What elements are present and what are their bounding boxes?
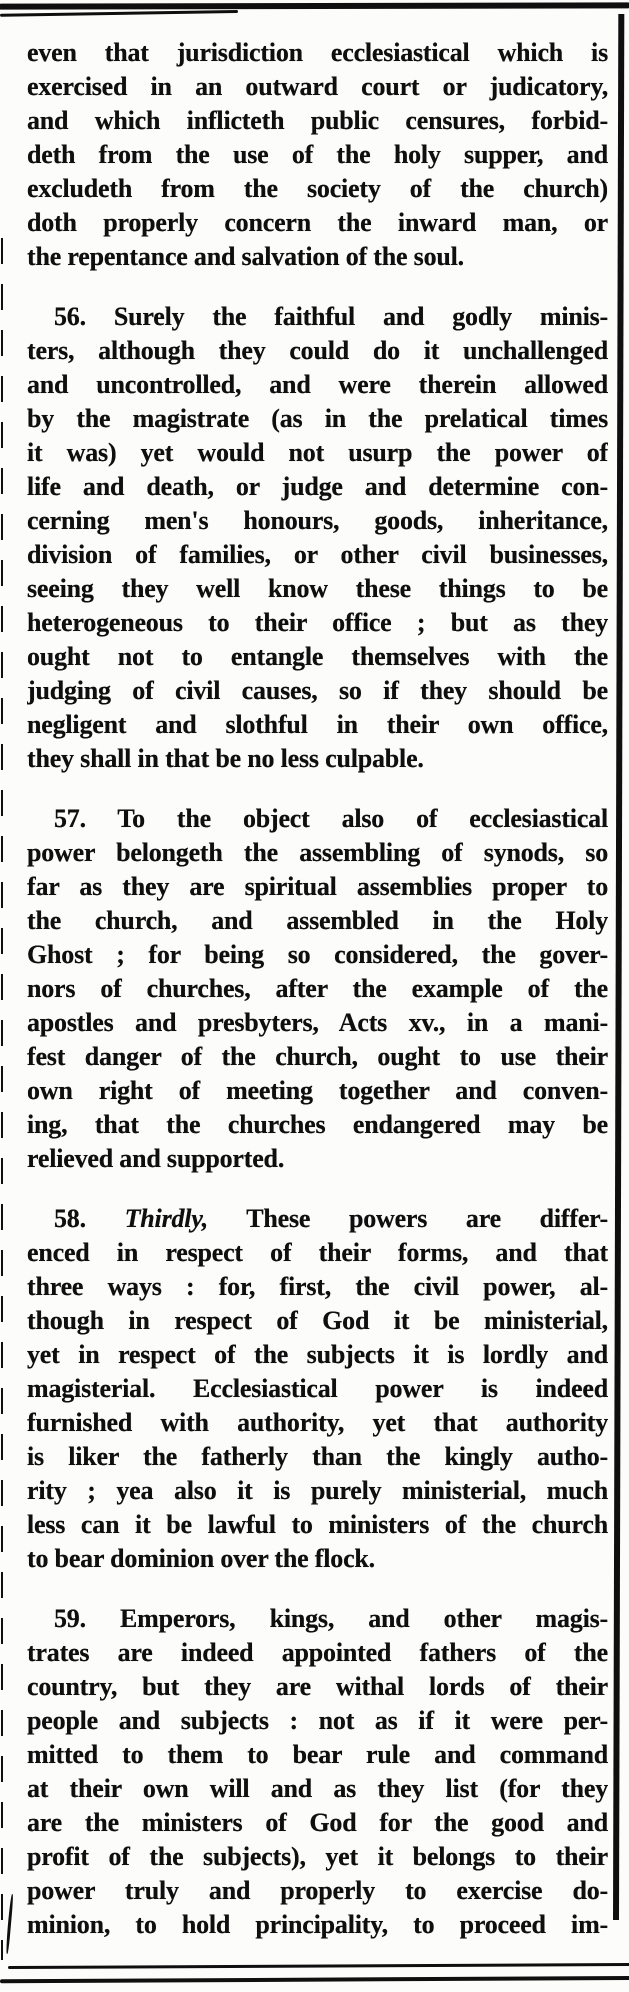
- text-run: people and subjects : not as if it were per-: [27, 1706, 608, 1735]
- text-line: [27, 904, 608, 938]
- bottom-double-rule-upper: [8, 1963, 629, 1969]
- text-run: trates are indeed appointed fathers of the: [27, 1638, 608, 1667]
- text-line: [27, 1874, 608, 1908]
- text-line: [27, 1006, 608, 1040]
- text-line: [27, 1474, 608, 1508]
- text-line: [27, 1338, 608, 1372]
- text-line: [27, 1202, 608, 1236]
- text-run: minion, to hold principality, to proceed im-: [27, 1910, 608, 1939]
- text-line: [27, 436, 608, 470]
- text-run: furnished with authority, yet that authority: [27, 1408, 608, 1437]
- text-run: Ghost ; for being so considered, the gover-: [27, 940, 608, 969]
- text-run: magisterial. Ecclesiastical power is indeed: [27, 1374, 608, 1403]
- text-run: mitted to them to bear rule and command: [27, 1740, 608, 1769]
- text-line: [27, 1806, 608, 1840]
- text-line: [27, 1636, 608, 1670]
- text-run: the repentance and salvation of the soul.: [27, 242, 464, 271]
- right-border-rule: [613, 14, 624, 1920]
- text-column: [27, 36, 608, 1942]
- text-line: [27, 172, 608, 206]
- text-line: [27, 1704, 608, 1738]
- text-run: 59. Emperors, kings, and other magis-: [54, 1604, 608, 1633]
- text-run: enced in respect of their forms, and that: [27, 1238, 608, 1267]
- text-run: excludeth from the society of the church): [27, 174, 608, 203]
- text-line: [27, 470, 608, 504]
- text-run: to bear dominion over the flock.: [27, 1544, 375, 1573]
- text-run: own right of meeting together and conven-: [27, 1076, 608, 1105]
- text-run: life and death, or judge and determine con-: [27, 472, 608, 501]
- text-run: yet in respect of the subjects it is lordly and: [27, 1340, 608, 1369]
- text-run: three ways : for, first, the civil power, al-: [27, 1272, 608, 1301]
- text-run: far as they are spiritual assemblies proper to: [27, 872, 608, 901]
- text-line: [27, 1840, 608, 1874]
- bottom-double-rule-lower: [0, 1976, 629, 1983]
- text-line: [27, 1236, 608, 1270]
- text-run: the church, and assembled in the Holy: [27, 906, 608, 935]
- paragraph-59: [27, 1602, 608, 1942]
- text-run: doth properly concern the inward man, or: [27, 208, 608, 237]
- text-line: [27, 300, 608, 334]
- text-run: exercised in an outward court or judicatory,: [27, 72, 608, 101]
- paragraph-58: [27, 1202, 608, 1576]
- text-line: [27, 802, 608, 836]
- text-line: [27, 1602, 608, 1636]
- text-run: These powers are differ-: [208, 1204, 608, 1233]
- text-line: [27, 836, 608, 870]
- text-run: ought not to entangle themselves with the: [27, 642, 608, 671]
- text-line: [27, 938, 608, 972]
- text-line: [27, 240, 608, 274]
- text-run: deth from the use of the holy supper, and: [27, 140, 608, 169]
- text-line: [27, 1440, 608, 1474]
- text-line: [27, 1542, 608, 1576]
- text-run: power truly and properly to exercise do-: [27, 1876, 608, 1905]
- text-line: [27, 504, 608, 538]
- italic-text-run: Thirdly,: [124, 1204, 208, 1233]
- text-line: [27, 674, 608, 708]
- text-line: [27, 1142, 608, 1176]
- text-line: [27, 870, 608, 904]
- text-line: [27, 1270, 608, 1304]
- text-run: power belongeth the assembling of synods, so: [27, 838, 608, 867]
- text-run: ters, although they could do it unchallenged: [27, 336, 608, 365]
- text-run: apostles and presbyters, Acts xv., in a mani-: [27, 1008, 608, 1037]
- text-line: [27, 1670, 608, 1704]
- text-line: [27, 1304, 608, 1338]
- text-line: [27, 368, 608, 402]
- text-line: [27, 742, 608, 776]
- text-run: it was) yet would not usurp the power of: [27, 438, 608, 467]
- text-line: [27, 1508, 608, 1542]
- text-run: nors of churches, after the example of the: [27, 974, 608, 1003]
- text-run: by the magistrate (as in the prelatical times: [27, 404, 608, 433]
- text-line: [27, 1406, 608, 1440]
- top-border-rule: [0, 2, 629, 9]
- text-line: [27, 402, 608, 436]
- text-line: [27, 36, 608, 70]
- text-run: less can it be lawful to ministers of the church: [27, 1510, 608, 1539]
- text-line: [27, 538, 608, 572]
- text-run: cerning men's honours, goods, inheritance,: [27, 506, 608, 535]
- text-line: [27, 1040, 608, 1074]
- text-run: judging of civil causes, so if they should be: [27, 676, 608, 705]
- text-run: relieved and supported.: [27, 1144, 285, 1173]
- text-run: division of families, or other civil businesses,: [27, 540, 608, 569]
- paragraph-continuation: [27, 36, 608, 274]
- text-run: are the ministers of God for the good and: [27, 1808, 608, 1837]
- text-run: seeing they well know these things to be: [27, 574, 608, 603]
- text-run: 58.: [54, 1204, 125, 1233]
- text-line: [27, 1908, 608, 1942]
- text-line: [27, 708, 608, 742]
- text-line: [27, 1738, 608, 1772]
- left-page-edge-mark: [5, 1894, 13, 1954]
- text-run: even that jurisdiction ecclesiastical which is: [27, 38, 608, 67]
- text-line: [27, 138, 608, 172]
- text-run: at their own will and as they list (for they: [27, 1774, 608, 1803]
- text-run: and which inflicteth public censures, forbid-: [27, 106, 608, 135]
- text-run: is liker the fatherly than the kingly autho-: [27, 1442, 608, 1471]
- text-run: fest danger of the church, ought to use their: [27, 1042, 608, 1071]
- text-run: rity ; yea also it is purely ministerial, much: [27, 1476, 608, 1505]
- left-margin-dashed-rule: [1, 238, 3, 1960]
- text-run: profit of the subjects), yet it belongs to their: [27, 1842, 608, 1871]
- text-run: 57. To the object also of ecclesiastical: [54, 804, 608, 833]
- text-line: [27, 70, 608, 104]
- text-run: 56. Surely the faithful and godly minis-: [54, 302, 608, 331]
- text-line: [27, 206, 608, 240]
- text-run: heterogeneous to their office ; but as they: [27, 608, 608, 637]
- text-line: [27, 1772, 608, 1806]
- paragraph-57: [27, 802, 608, 1176]
- text-line: [27, 104, 608, 138]
- text-line: [27, 640, 608, 674]
- top-border-rule-secondary: [0, 10, 238, 17]
- text-run: negligent and slothful in their own office,: [27, 710, 608, 739]
- text-line: [27, 334, 608, 368]
- paragraph-56: [27, 300, 608, 776]
- text-line: [27, 972, 608, 1006]
- text-run: they shall in that be no less culpable.: [27, 744, 424, 773]
- text-line: [27, 572, 608, 606]
- text-line: [27, 1108, 608, 1142]
- text-run: ing, that the churches endangered may be: [27, 1110, 608, 1139]
- text-line: [27, 1074, 608, 1108]
- text-run: and uncontrolled, and were therein allowed: [27, 370, 608, 399]
- text-line: [27, 1372, 608, 1406]
- text-run: country, but they are withal lords of their: [27, 1672, 608, 1701]
- text-line: [27, 606, 608, 640]
- text-run: though in respect of God it be ministerial,: [27, 1306, 608, 1335]
